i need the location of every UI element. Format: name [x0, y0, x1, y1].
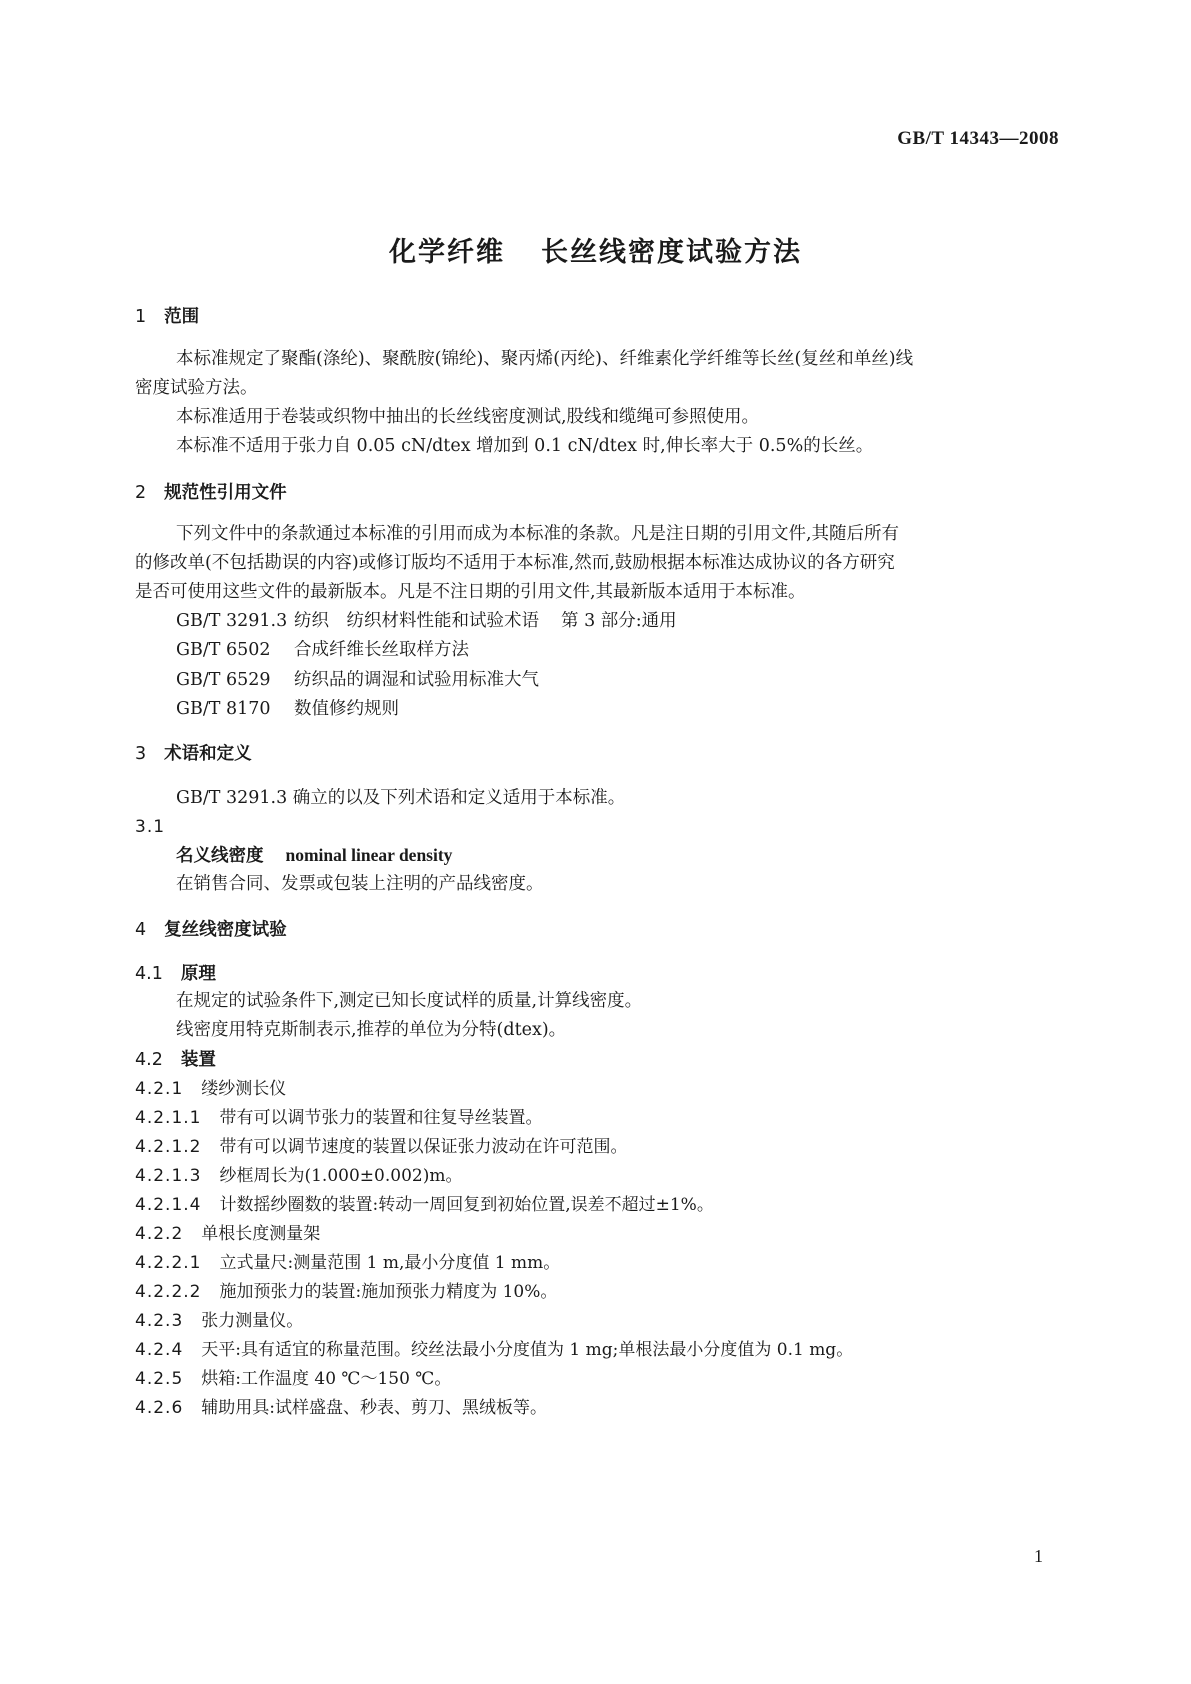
- clause-number: 4.2.1.2: [135, 1137, 202, 1157]
- section-number: 1: [135, 307, 147, 327]
- clause-item: [135, 1106, 542, 1130]
- clause-number: 4.2: [135, 1050, 163, 1070]
- standard-number: GB/T 14343—2008: [897, 128, 1059, 149]
- clause-3-1-number: [135, 815, 183, 839]
- term-definition: 在销售合同、发票或包装上注明的产品线密度。: [176, 874, 544, 894]
- clause-text: 单根长度测量架: [201, 1224, 321, 1244]
- clause-text: 缕纱测长仪: [201, 1079, 287, 1099]
- clause-number: 4.2.1.4: [135, 1195, 202, 1215]
- clause-number: 4.2.4: [135, 1340, 184, 1360]
- clause-title: 装置: [180, 1050, 216, 1070]
- clause-text: 天平:具有适宜的称量范围。绞丝法最小分度值为 1 mg;单根法最小分度值为 0.1 mg。: [201, 1340, 854, 1360]
- reference-title: 合成纤维长丝取样方法: [294, 640, 469, 660]
- clause-item: [135, 1367, 451, 1391]
- clause-number: 3.1: [135, 817, 166, 837]
- clause-item: [135, 1251, 560, 1275]
- section-1-heading: [135, 305, 199, 329]
- reference-item: [176, 697, 399, 721]
- clause-item: [135, 1164, 462, 1188]
- s2-paragraph-1-cont-1: 的修改单(不包括勘误的内容)或修订版均不适用于本标准,然而,鼓励根据本标准达成协议的各方研究: [135, 553, 895, 573]
- s1-paragraph-2: 本标准适用于卷装或织物中抽出的长丝线密度测试,股线和缆绳可参照使用。: [176, 407, 760, 427]
- term-entry: [176, 843, 452, 868]
- s4-1-paragraph-1: 在规定的试验条件下,测定已知长度试样的质量,计算线密度。: [176, 991, 643, 1011]
- clause-text: 烘箱:工作温度 40 ℃～150 ℃。: [201, 1369, 452, 1389]
- clause-item: [135, 1396, 547, 1420]
- s1-paragraph-1: 本标准规定了聚酯(涤纶)、聚酰胺(锦纶)、聚丙烯(丙纶)、纤维素化学纤维等长丝(复丝和单丝)线: [176, 349, 914, 369]
- clause-4-1-heading: [135, 962, 216, 986]
- clause-number: 4.2.1: [135, 1079, 184, 1099]
- clause-title: 原理: [180, 964, 216, 984]
- clause-text: 施加预张力的装置:施加预张力精度为 10%。: [219, 1282, 558, 1302]
- page-number: 1: [1034, 1546, 1043, 1566]
- title-part2: 长丝线密度试验方法: [541, 237, 802, 268]
- clause-number: 4.2.2.2: [135, 1282, 202, 1302]
- s2-paragraph-1: 下列文件中的条款通过本标准的引用而成为本标准的条款。凡是注日期的引用文件,其随后所有: [176, 524, 900, 544]
- reference-extra: 第 3 部分:通用: [561, 611, 677, 631]
- clause-item: [135, 1280, 557, 1304]
- clause-text: 纱框周长为(1.000±0.002)m。: [219, 1166, 463, 1186]
- reference-code: GB/T 6529: [176, 670, 271, 690]
- clause-number: 4.2.5: [135, 1369, 184, 1389]
- reference-title: 纺织 纺织材料性能和试验术语: [294, 611, 539, 631]
- section-number: 4: [135, 920, 147, 940]
- reference-code: GB/T 6502: [176, 640, 271, 660]
- section-title: 复丝线密度试验: [164, 920, 287, 940]
- reference-code: GB/T 8170: [176, 699, 271, 719]
- clause-text: 辅助用具:试样盛盘、秒表、剪刀、黑绒板等。: [201, 1398, 547, 1418]
- clause-number: 4.2.2.1: [135, 1253, 202, 1273]
- clause-item: [135, 1309, 303, 1333]
- clause-number: 4.2.1.1: [135, 1108, 202, 1128]
- clause-text: 计数摇纱圈数的装置:转动一周回复到初始位置,误差不超过±1%。: [219, 1195, 714, 1215]
- clause-text: 张力测量仪。: [201, 1311, 304, 1331]
- clause-item: [135, 1338, 853, 1362]
- clause-number: 4.2.6: [135, 1398, 184, 1418]
- reference-code: GB/T 3291.3: [176, 611, 288, 631]
- clause-text: 带有可以调节速度的装置以保证张力波动在许可范围。: [219, 1137, 628, 1157]
- term-chinese: 名义线密度: [176, 846, 264, 866]
- reference-title: 数值修约规则: [294, 699, 399, 719]
- reference-item: [176, 609, 677, 633]
- clause-number: 4.2.1.3: [135, 1166, 202, 1186]
- s4-1-paragraph-2: 线密度用特克斯制表示,推荐的单位为分特(dtex)。: [176, 1020, 567, 1040]
- title-part1: 化学纤维: [389, 237, 505, 268]
- clause-item: [135, 1222, 320, 1246]
- section-number: 3: [135, 744, 147, 764]
- section-3-heading: [135, 742, 252, 766]
- document-title: [0, 230, 1191, 269]
- s1-paragraph-3: 本标准不适用于张力自 0.05 cN/dtex 增加到 0.1 cN/dtex 时,伸长率大于 0.5%的长丝。: [176, 436, 874, 456]
- clause-item: [135, 1193, 714, 1217]
- clause-number: 4.1: [135, 964, 163, 984]
- s1-paragraph-1-cont: 密度试验方法。: [135, 378, 258, 398]
- reference-item: [176, 638, 469, 662]
- clause-text: 立式量尺:测量范围 1 m,最小分度值 1 mm。: [219, 1253, 561, 1273]
- clause-item: [135, 1077, 286, 1101]
- s2-paragraph-1-cont-2: 是否可使用这些文件的最新版本。凡是不注日期的引用文件,其最新版本适用于本标准。: [135, 582, 806, 602]
- term-english: nominal linear density: [285, 845, 453, 865]
- section-number: 2: [135, 483, 147, 503]
- clause-number: 4.2.3: [135, 1311, 184, 1331]
- section-2-heading: [135, 481, 287, 505]
- reference-title: 纺织品的调湿和试验用标准大气: [294, 670, 539, 690]
- s3-paragraph-1: GB/T 3291.3 确立的以及下列术语和定义适用于本标准。: [176, 788, 626, 808]
- clause-text: 带有可以调节张力的装置和往复导丝装置。: [219, 1108, 543, 1128]
- section-title: 范围: [164, 307, 200, 327]
- clause-item: [135, 1135, 627, 1159]
- section-title: 规范性引用文件: [164, 483, 287, 503]
- reference-item: [176, 668, 539, 692]
- section-4-heading: [135, 918, 287, 942]
- section-title: 术语和定义: [164, 744, 252, 764]
- clause-number: 4.2.2: [135, 1224, 184, 1244]
- clause-4-2-heading: [135, 1048, 216, 1072]
